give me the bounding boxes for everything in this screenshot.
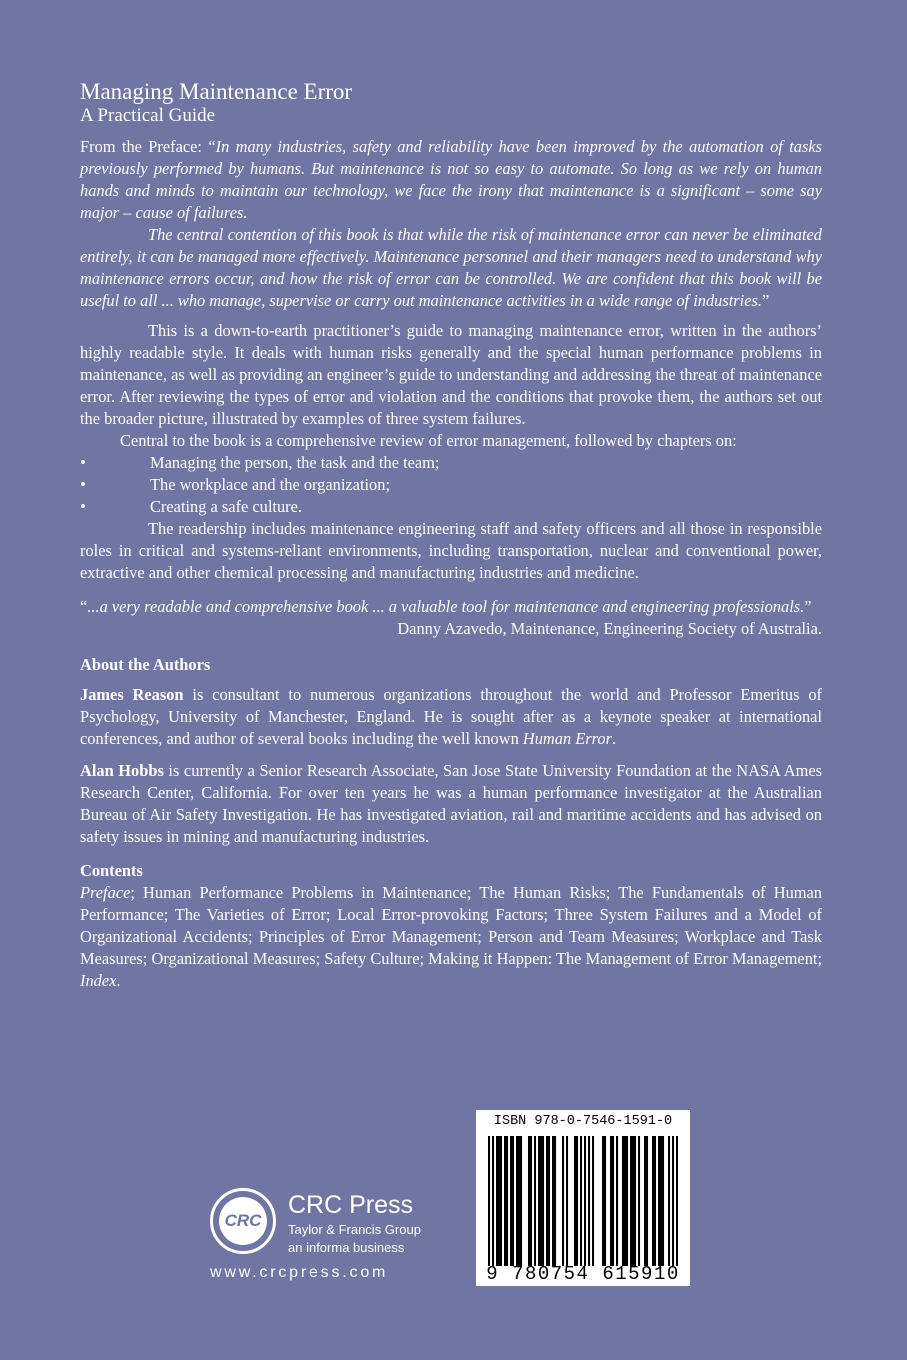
authors-heading: About the Authors — [80, 655, 211, 674]
contents-end: . — [116, 971, 121, 990]
barcode-bar — [610, 1136, 612, 1266]
review-text: ...a very readable and comprehensive book ... a valuable tool for maintenance and engineering professionals. — [87, 597, 805, 616]
bullet-item — [80, 452, 822, 474]
barcode-bar — [632, 1136, 634, 1266]
barcode-bar — [504, 1136, 506, 1266]
barcode-bar — [634, 1136, 636, 1266]
description-paragraph-1: This is a down-to-earth practitioner’s guide to managing maintenance error, written in the authors’ highly readable style. It deals with human risks generally and the special human performance problems in maintenance, as well as providing an engineer’s guide to understanding and addressing the threat of maintenance error. After reviewing the types of error and violation and the conditions that provoke them, the authors set out the broader picture, illustrated by examples of three system failures. — [80, 321, 822, 428]
barcode-bar — [644, 1136, 646, 1266]
preface-lead: From the Preface: “ — [80, 137, 216, 156]
barcode-bar — [534, 1136, 536, 1266]
contents-preface: Preface — [80, 883, 131, 902]
barcode-bar — [576, 1136, 578, 1266]
barcode-bar — [616, 1136, 618, 1266]
barcode-bar — [500, 1136, 502, 1266]
contents-index: Index — [80, 971, 117, 990]
barcode-bar — [496, 1136, 498, 1266]
book-subtitle: A Practical Guide — [80, 105, 216, 126]
bullet-mark: • — [80, 453, 86, 472]
barcode-bar — [530, 1136, 532, 1266]
barcode-bar — [672, 1136, 674, 1266]
barcode-bar — [612, 1136, 614, 1266]
bullet-text: Creating a safe culture. — [150, 497, 302, 516]
barcode-bar — [604, 1136, 606, 1266]
author-text-reason: is consultant to numerous organizations throughout the world and Professor Emeritus of Psychology, University of Manchester, England. He is sought after as a keynote speaker at international conferences, and author of several books including the well known — [80, 685, 822, 748]
bullet-text: The workplace and the organization; — [150, 475, 391, 494]
bullet-mark: • — [80, 497, 86, 516]
barcode-bar — [660, 1136, 662, 1266]
publisher-group: Taylor & Francis Group — [288, 1222, 421, 1237]
barcode-bar — [562, 1136, 564, 1266]
contents-chapters: ; Human Performance Problems in Maintenance; The Human Risks; The Fundamentals of Human Performance; The Varieties of Error; Local Error-provoking Factors; Three System Failures and a Model of Organizational Accidents; Principles of Error Management; Person and Team Measures; Workplace and Task Measures; Organizational Measures; Safety Culture; Making it Happen: The Management of Error Management; — [80, 883, 822, 968]
barcode-bar — [492, 1136, 494, 1266]
barcode-bar — [506, 1136, 508, 1266]
review-open: “ — [80, 597, 88, 616]
author-bio-hobbs — [80, 760, 822, 848]
isbn-number: ISBN 978-0-7546-1591-0 — [493, 1114, 673, 1129]
barcode-bar — [488, 1136, 490, 1266]
barcode-bar — [662, 1136, 664, 1266]
barcode-bar — [498, 1136, 500, 1266]
barcode-bar — [646, 1136, 648, 1266]
barcode-bar — [510, 1136, 512, 1266]
barcode-bar — [548, 1136, 550, 1266]
barcode-bar — [538, 1136, 540, 1266]
description-paragraph-3: The readership includes maintenance engineering staff and safety officers and all those in responsible roles in critical and systems-reliant environments, including transportation, nuclear and conventional power, extractive and other chemical processing and manufacturing industries and medicine. — [80, 519, 822, 582]
barcode-bars — [488, 1136, 678, 1266]
ean-number: 9 780754 615910 — [486, 1263, 680, 1285]
preface-close: ” — [761, 291, 770, 310]
bullet-text: Managing the person, the task and the team; — [150, 453, 440, 472]
barcode-bar — [518, 1136, 520, 1266]
barcode-bar — [592, 1136, 594, 1266]
barcode-bar — [520, 1136, 522, 1266]
review-quote — [80, 596, 822, 638]
contents-heading: Contents — [80, 861, 143, 880]
barcode-bar — [676, 1136, 678, 1266]
barcode-bar — [658, 1136, 660, 1266]
barcode-bar — [540, 1136, 542, 1266]
review-close: ” — [804, 597, 812, 616]
publisher-url: www.crcpress.com — [210, 1264, 389, 1281]
barcode-bar — [580, 1136, 582, 1266]
barcode-bar — [512, 1136, 514, 1266]
barcode-bar — [516, 1136, 518, 1266]
preface-text-2: The central contention of this book is that while the risk of maintenance error can never be eliminated entirely, it can be managed more effectively. Maintenance personnel and their managers need to understand why maintenance errors occur, and how the risk of error can be controlled. We are confident that this book will be useful to all ... who manage, supervise or carry out maintenance activities in a wide range of industries. — [80, 225, 822, 310]
barcode-bar — [528, 1136, 530, 1266]
publisher-business: an informa business — [288, 1240, 405, 1255]
review-attribution: Danny Azavedo, Maintenance, Engineering Society of Australia. — [397, 619, 822, 638]
preface-quote-1 — [80, 136, 822, 224]
publisher-name: CRC Press — [288, 1191, 414, 1219]
bullet-mark: • — [80, 475, 86, 494]
barcode-bar — [626, 1136, 628, 1266]
barcode-bar — [552, 1136, 554, 1266]
barcode-bar — [630, 1136, 632, 1266]
crc-logo-text: CRC — [219, 1197, 267, 1245]
preface-text-1: In many industries, safety and reliability have been improved by the automation of tasks previously performed by humans. But maintenance is not so easy to automate. So long as we rely on human hands and minds to maintain our technology, we face the irony that maintenance is a significant – some say major – cause of failures. — [80, 137, 823, 222]
barcode-bar — [624, 1136, 626, 1266]
barcode-bar — [652, 1136, 654, 1266]
bullet-item — [80, 496, 822, 518]
isbn-barcode — [476, 1110, 690, 1286]
author-book-title: Human Error — [522, 729, 612, 748]
author-text-end: . — [611, 729, 617, 748]
barcode-bar — [622, 1136, 624, 1266]
barcode-bar — [566, 1136, 568, 1266]
barcode-bar — [542, 1136, 544, 1266]
barcode-bar — [668, 1136, 670, 1266]
barcode-bar — [654, 1136, 656, 1266]
publisher-logo — [210, 1188, 450, 1288]
chapter-bullet-list — [80, 452, 822, 518]
book-title: Managing Maintenance Error — [80, 79, 353, 104]
barcode-bar — [584, 1136, 586, 1266]
barcode-bar — [554, 1136, 556, 1266]
contents-list — [80, 882, 822, 992]
barcode-bar — [546, 1136, 548, 1266]
barcode-bar — [574, 1136, 576, 1266]
description-paragraph-2: Central to the book is a comprehensive review of error management, followed by chapters on: — [120, 431, 737, 450]
author-text-hobbs: is currently a Senior Research Associate, San Jose State University Foundation at the NASA Ames Research Center, California. For over ten years he was a human performance investigator at the Australian Bureau of Air Safety Investigation. He has investigated aviation, rail and maritime accidents and has advised on safety issues in mining and manufacturing industries. — [80, 761, 823, 846]
barcode-bar — [602, 1136, 604, 1266]
author-name-hobbs: Alan Hobbs — [80, 761, 164, 780]
author-name-reason: James Reason — [80, 685, 184, 704]
barcode-bar — [588, 1136, 590, 1266]
back-cover-text — [80, 78, 822, 992]
barcode-bar — [638, 1136, 640, 1266]
bullet-item — [80, 474, 822, 496]
crc-logo-icon — [210, 1188, 276, 1254]
preface-quote-2 — [80, 224, 822, 312]
author-bio-reason — [80, 684, 822, 750]
